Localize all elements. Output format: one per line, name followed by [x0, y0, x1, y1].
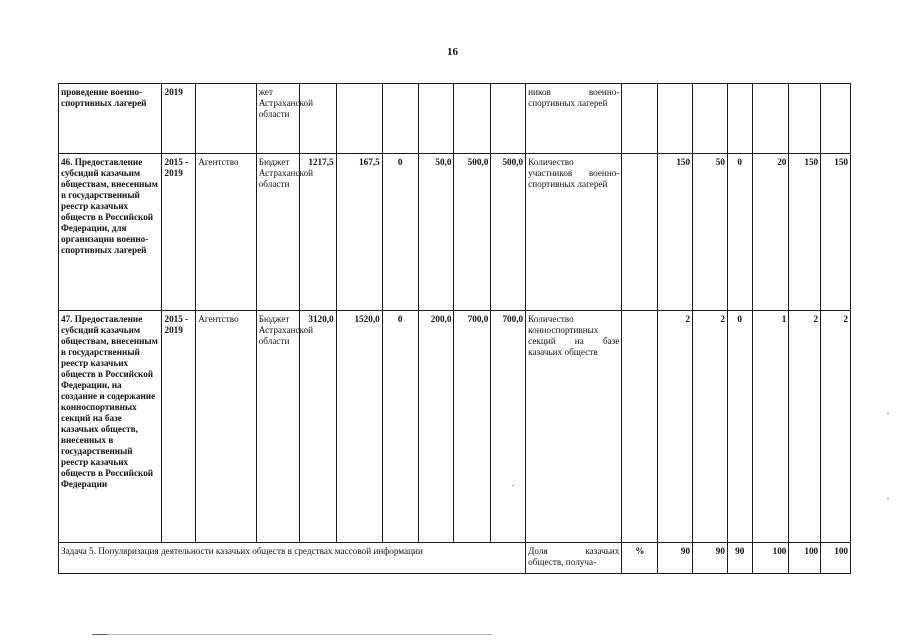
- i2016-cell: 0: [727, 154, 752, 311]
- i2017-cell: 100: [752, 543, 789, 574]
- i2014-cell: 2: [658, 311, 693, 543]
- total-cell: 1217,5: [299, 154, 336, 311]
- activity-cell: проведение военно-спортивных лагерей: [59, 84, 162, 154]
- task-row: [59, 543, 851, 574]
- indicator-cell: ников военно-спортивных лагерей: [526, 84, 622, 154]
- task-title-cell: Задача 5. Популяризация деятельности казачьих обществ в средствах массовой информации: [59, 543, 526, 574]
- indicator-cell: Количество конноспортивных секций на базе казачьих обществ: [526, 311, 622, 543]
- i2017-cell: [752, 84, 789, 154]
- source-cell: Бюджет Астраханской области: [256, 311, 299, 543]
- total-cell: [299, 84, 336, 154]
- y2015-cell: [336, 84, 382, 154]
- executor-cell: Агентство: [196, 311, 256, 543]
- y2016-cell: [382, 84, 418, 154]
- source-cell: Бюджет Астраханской области: [256, 154, 299, 311]
- table-row: [59, 311, 851, 543]
- y2019-cell: 500,0: [491, 154, 526, 311]
- i2017-cell: 20: [752, 154, 789, 311]
- executor-cell: [196, 84, 256, 154]
- scan-artifact-line: [92, 634, 492, 635]
- y2017-cell: [418, 84, 454, 154]
- y2019-cell: 700,0: [491, 311, 526, 543]
- unit-cell: [622, 154, 658, 311]
- i2014-cell: 90: [658, 543, 693, 574]
- page-number: 16: [447, 46, 458, 58]
- y2016-cell: 0: [382, 154, 418, 311]
- i2019-cell: 150: [821, 154, 851, 311]
- years-cell: 2015 - 2019: [162, 311, 196, 543]
- i2015-cell: [693, 84, 728, 154]
- activity-cell: 47. Предоставление субсидий казачьим обществам, внесенным в государственный реестр казачьих обществ в Российской Федерации, на создание и содержание конноспортивных секций на базе казачьих обществ, внесенных в государственный реестр казачьих обществ в Российской Федерации: [59, 311, 162, 543]
- executor-cell: Агентство: [196, 154, 256, 311]
- program-table: [58, 83, 851, 574]
- table-row: [59, 154, 851, 311]
- i2019-cell: 2: [821, 311, 851, 543]
- i2019-cell: [821, 84, 851, 154]
- years-cell: 2019: [162, 84, 196, 154]
- i2014-cell: 150: [658, 154, 693, 311]
- i2015-cell: 90: [693, 543, 728, 574]
- activity-cell: 46. Предоставление субсидий казачьим обществам, внесенным в государственный реестр казачьих обществ в Российской Федерации, для организации военно-спортивных лагерей: [59, 154, 162, 311]
- y2015-cell: 1520,0: [336, 311, 382, 543]
- unit-cell: [622, 311, 658, 543]
- y2019-cell: [491, 84, 526, 154]
- i2014-cell: [658, 84, 693, 154]
- i2016-cell: [727, 84, 752, 154]
- indicator-cell: Количество участников военно-спортивных лагерей: [526, 154, 622, 311]
- y2018-cell: 500,0: [454, 154, 491, 311]
- y2016-cell: 0: [382, 311, 418, 543]
- y2018-cell: [454, 84, 491, 154]
- i2016-cell: 90: [727, 543, 752, 574]
- i2015-cell: 50: [693, 154, 728, 311]
- total-cell: 3120,0: [299, 311, 336, 543]
- y2018-cell: 700,0: [454, 311, 491, 543]
- years-cell: 2015 - 2019: [162, 154, 196, 311]
- scan-speck: [512, 485, 514, 486]
- i2019-cell: 100: [821, 543, 851, 574]
- y2017-cell: 50,0: [418, 154, 454, 311]
- source-cell: жет Астраханской области: [256, 84, 299, 154]
- scan-speck: [887, 413, 889, 414]
- y2017-cell: 200,0: [418, 311, 454, 543]
- y2015-cell: 167,5: [336, 154, 382, 311]
- scan-artifact-mark: [92, 634, 108, 635]
- i2018-cell: 100: [789, 543, 821, 574]
- scan-speck: [887, 498, 889, 499]
- i2017-cell: 1: [752, 311, 789, 543]
- i2018-cell: 2: [789, 311, 821, 543]
- unit-cell: [622, 84, 658, 154]
- i2015-cell: 2: [693, 311, 728, 543]
- unit-cell: %: [622, 543, 658, 574]
- indicator-cell: Доля казачьих обществ, получа-: [526, 543, 622, 574]
- i2016-cell: 0: [727, 311, 752, 543]
- i2018-cell: 150: [789, 154, 821, 311]
- table-row: [59, 84, 851, 154]
- i2018-cell: [789, 84, 821, 154]
